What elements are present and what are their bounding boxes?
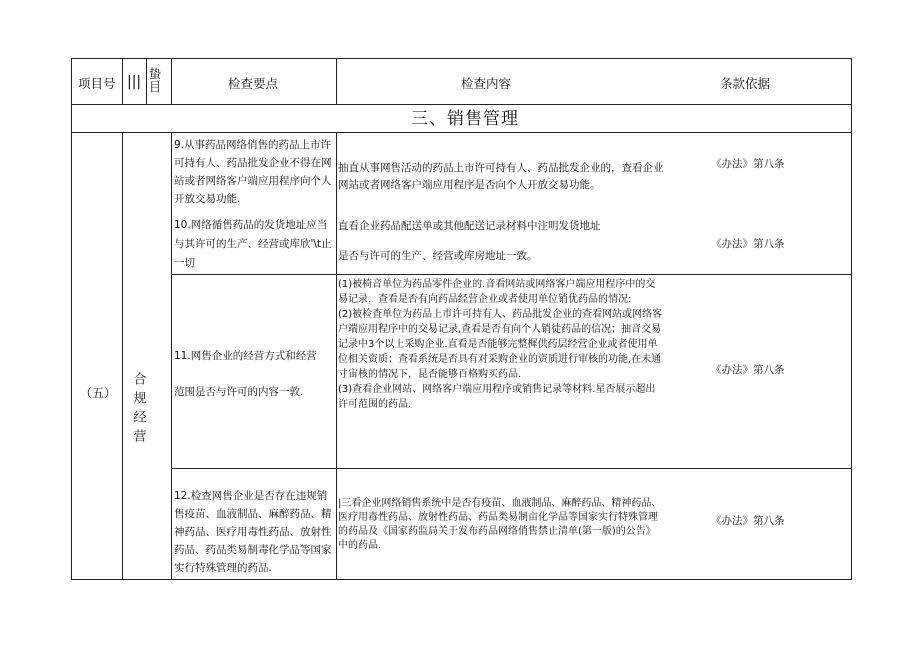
rule-col-content-body xyxy=(336,132,337,580)
rule-col-item-body xyxy=(122,132,123,580)
rule-row-10-bottom xyxy=(171,274,851,275)
group-name: 合规经营 xyxy=(130,372,146,448)
row-10-check-point: 10.网络循售药品的发货地址应当与其许可的生产、经营或库欣'\t止一切 xyxy=(174,219,332,269)
row-11-basis: 《办法》第八条 xyxy=(711,364,785,376)
row-12-basis: 《办法》第八条 xyxy=(711,515,785,527)
rule-top xyxy=(71,58,851,59)
rule-bottom xyxy=(71,579,851,580)
row-11-check-content: (1)被椅音单位为药品零件企业的.音看网站或网络客户端应用程序中的交易记录，查看是否有向药品经营企业或者使用单位销优药品的情况: (2)被检査单位为药品上市许可持有人、药品批发企业的查看网站或网络客户端应用程序中的交易记录,查看是否有向个人销徒药品的信况；抽音交易记录中3个以上采购企业.直看是否能够完整樨供药层经营企业或者使用单位相关资质；查看系统是否具有对采购企业的资质进行审核的功能,在未通寸宙核的情况下，昆否能够百格购买药品. (3)查看企业网站、网络客户端应用程序或销售记录等材料.星否展示超出许可范围的药品. xyxy=(338,279,663,410)
row-9-basis: 《办法》第八条 xyxy=(711,158,785,170)
header-check-point: 检查要点 xyxy=(228,76,279,91)
header-narrow-a: ||| xyxy=(127,74,142,90)
rule-col-point-body xyxy=(171,132,172,580)
rule-header-bottom xyxy=(71,104,851,105)
rule-col-point xyxy=(171,58,172,105)
header-check-content: 检查内容 xyxy=(461,76,512,91)
rule-row-11-bottom xyxy=(171,468,851,469)
row-9-check-content: 抽直从事网售活动的药品上市许可持有人、药品批发企业的，查看企业网站或者网络客户端应用程序是否向个人开放交易功能。 xyxy=(338,162,664,191)
row-12-check-content: |三看企业网络销售系统中是否有疫苗、血液制品、麻醉药品、精神药品、医疗用毒性药品、放射性药品、药品类易制亩化学品等国家实行特殊管理的药品及《国家药监局关于发布药品网络俏售禁止清单(第一版)的公告》中的药品. xyxy=(338,498,662,551)
header-item-no: 项目号 xyxy=(78,76,116,91)
row-9-check-point: 9.从事药品网络俏售的药品上市许可持有人、药品批发企业不得在网站或者网络客户端应用程序向个人开放交易功能. xyxy=(174,139,332,205)
rule-right xyxy=(851,58,852,580)
rule-left xyxy=(71,58,72,580)
row-10-basis: 《办法》第八条 xyxy=(711,238,785,250)
group-number: （五） xyxy=(80,386,117,400)
section-title: 三、销售管理 xyxy=(411,109,519,129)
rule-col-narrow-a xyxy=(146,58,147,105)
header-basis: 条款依据 xyxy=(720,76,771,91)
row-12-check-point: 12.检查网售企业是否存在违规销售疫苗、血液制品、麻醉药品、精神药品、医疗用毒性药品、放射性药品、药品类易制毒化学品等国家实行特殊管理的药品. xyxy=(174,490,332,574)
rule-col-content xyxy=(336,58,337,105)
header-narrow-b: 蛰目 xyxy=(149,67,162,94)
row-10-check-content: 直看企业药品配送单或其他配送记录材料中注明发货地址 是否与许可的生产、经营或库房地址一致。 xyxy=(338,220,601,262)
rule-col-item xyxy=(122,58,123,105)
row-11-check-point: 11.网售企业的经营方式和经营 范围是否与许可的内容一敦. xyxy=(174,350,317,398)
